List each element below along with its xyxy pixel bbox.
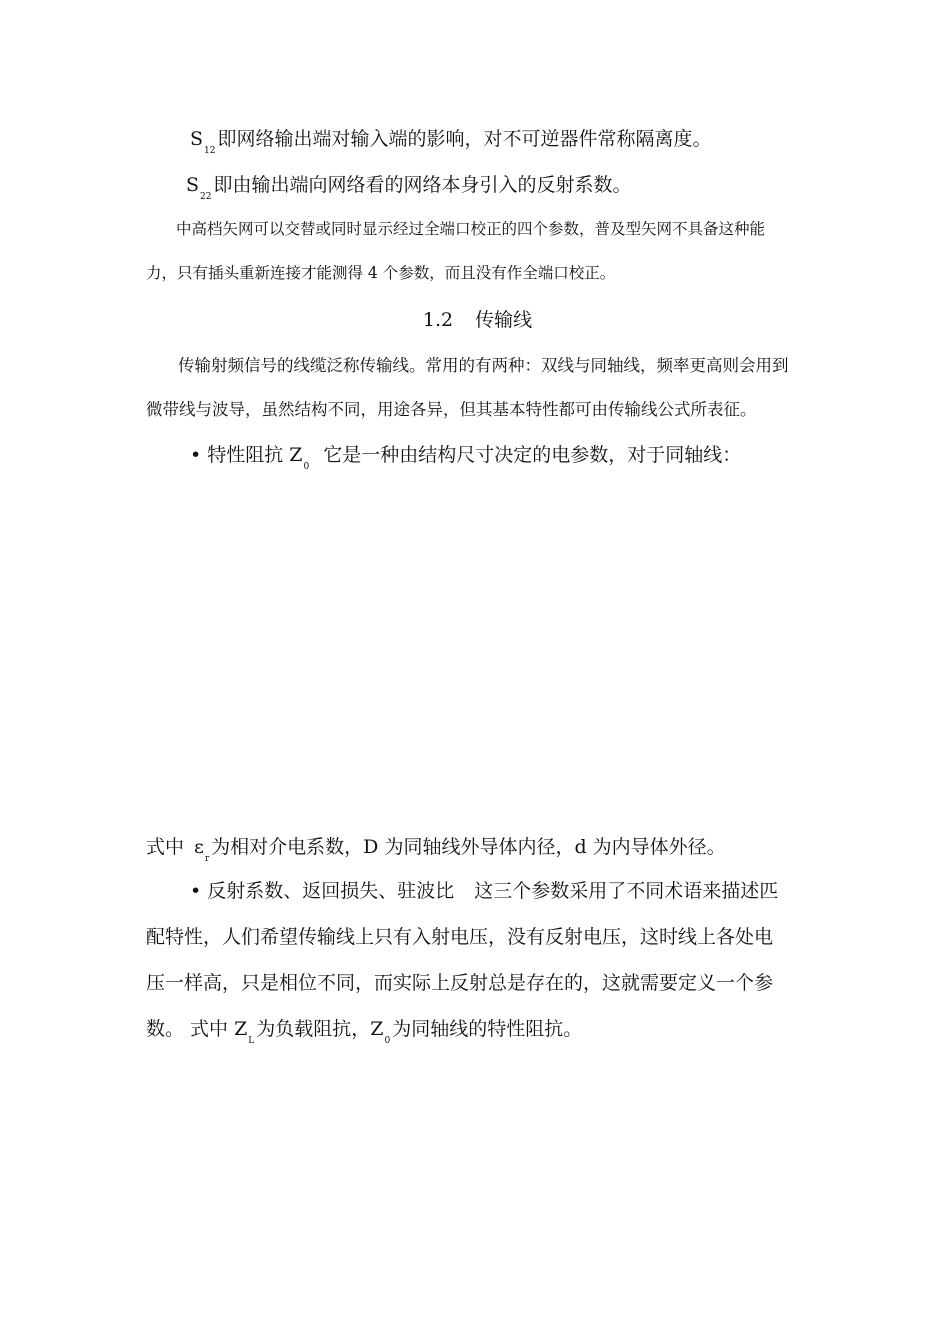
s12-symbol: S — [190, 128, 204, 150]
section-title: 传输线 — [475, 309, 533, 331]
impedance-subscript: 0 — [303, 462, 310, 472]
epsilon-paragraph — [146, 832, 726, 864]
epsilon-symbol: ε — [194, 836, 204, 858]
transmission-paragraph-line-1: 传输射频信号的线缆泛称传输线。常用的有两种：双线与同轴线，频率更高则会用到 — [178, 356, 789, 375]
reflection-label: 反射系数、返回损失、驻波比 — [207, 880, 455, 902]
reflection-line-1-text: 这三个参数采用了不同术语来描述匹 — [474, 880, 779, 902]
epsilon-text: 为相对介电系数，D 为同轴线外导体内径，d 为内导体外径。 — [211, 836, 726, 858]
section-heading — [0, 305, 950, 332]
s22-subscript: 22 — [200, 192, 212, 202]
reflection-line-4-a: 数。 式中 Z — [146, 1018, 248, 1040]
reflection-line-4 — [146, 1014, 583, 1046]
s12-subscript: 12 — [204, 146, 216, 156]
vna-paragraph-line-1: 中高档矢网可以交替或同时显示经过全端口校正的四个参数，普及型矢网不具备这种能 — [176, 220, 766, 238]
s22-symbol: S — [186, 174, 200, 196]
vna-paragraph-line-2: 力，只有插头重新连接才能测得 4 个参数，而且没有作全端口校正。 — [146, 264, 616, 282]
s12-paragraph — [190, 124, 712, 156]
bullet-marker: • — [190, 880, 202, 902]
reflection-line-4-c: 为同轴线的特性阻抗。 — [392, 1018, 583, 1040]
characteristic-impedance-subscript: 0 — [384, 1036, 391, 1046]
s12-text: 即网络输出端对输入端的影响，对不可逆器件常称隔离度。 — [217, 128, 712, 150]
impedance-bullet — [190, 440, 742, 472]
impedance-label: 特性阻抗 Z — [207, 444, 303, 466]
reflection-bullet-line-1 — [190, 876, 778, 903]
s22-paragraph — [186, 170, 632, 202]
reflection-line-2: 配特性，人们希望传输线上只有入射电压，没有反射电压，这时线上各处电 — [146, 926, 774, 948]
bullet-marker: • — [190, 444, 202, 466]
section-number: 1.2 — [422, 309, 454, 331]
impedance-text: 它是一种由结构尺寸决定的电参数，对于同轴线： — [323, 444, 742, 466]
reflection-line-4-b: 为负载阻抗，Z — [256, 1018, 384, 1040]
reflection-line-3: 压一样高，只是相位不同，而实际上反射总是存在的，这就需要定义一个参 — [146, 972, 774, 994]
epsilon-subscript: r — [204, 854, 210, 864]
transmission-paragraph-line-2: 微带线与波导，虽然结构不同，用途各异，但其基本特性都可由传输线公式所表征。 — [146, 400, 757, 419]
s22-text: 即由输出端向网络看的网络本身引入的反射系数。 — [213, 174, 632, 196]
load-impedance-subscript: L — [248, 1036, 255, 1046]
epsilon-prefix: 式中 — [146, 836, 185, 858]
